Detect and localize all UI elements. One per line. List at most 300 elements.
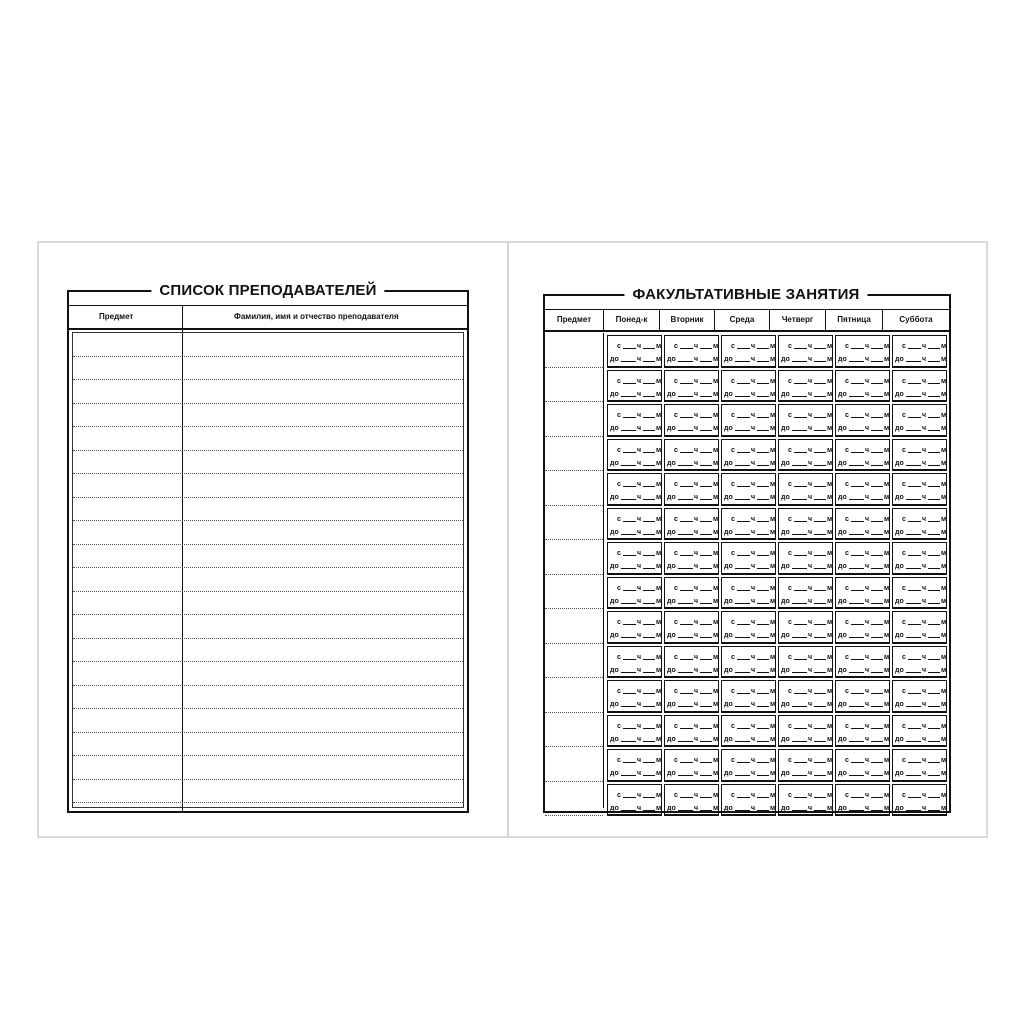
teacher-row	[73, 451, 463, 475]
teacher-row	[73, 756, 463, 780]
from-label: с	[617, 377, 621, 385]
hour-blank	[621, 810, 636, 811]
hour-blank	[623, 590, 636, 591]
hours-label: ч	[637, 515, 642, 523]
minute-blank	[700, 568, 712, 569]
time-slot	[607, 646, 662, 679]
hour-blank	[737, 693, 750, 694]
hour-blank	[735, 706, 750, 707]
minute-blank	[871, 486, 883, 487]
hour-blank	[794, 762, 807, 763]
hour-blank	[906, 637, 921, 638]
time-slot	[778, 439, 833, 472]
minute-blank	[871, 810, 883, 811]
time-slot	[607, 370, 662, 403]
day-column	[721, 335, 776, 818]
hour-blank	[792, 361, 807, 362]
hour-blank	[621, 637, 636, 638]
minutes-label: м	[884, 377, 890, 385]
minutes-label: м	[827, 735, 833, 743]
teacher-row	[73, 615, 463, 639]
minute-blank	[700, 624, 712, 625]
minute-blank	[814, 672, 826, 673]
hours-label: ч	[751, 735, 756, 743]
minute-blank	[643, 810, 655, 811]
hour-blank	[794, 624, 807, 625]
subject-cell	[545, 713, 603, 748]
hours-label: ч	[922, 459, 927, 467]
minutes-label: м	[713, 757, 719, 764]
minutes-label: м	[656, 619, 662, 626]
minute-blank	[928, 465, 940, 466]
hour-blank	[621, 499, 636, 500]
minutes-label: м	[656, 494, 662, 501]
minutes-label: м	[770, 459, 776, 467]
minutes-label: м	[770, 688, 776, 695]
hour-blank	[906, 810, 921, 811]
hour-blank	[906, 603, 921, 604]
time-slot	[835, 542, 890, 575]
hour-blank	[794, 659, 807, 660]
to-label: до	[724, 390, 733, 398]
minute-blank	[757, 775, 769, 776]
minutes-label: м	[713, 597, 719, 605]
hour-blank	[851, 728, 864, 729]
hour-blank	[849, 706, 864, 707]
hour-blank	[794, 486, 807, 487]
hour-blank	[906, 499, 921, 500]
from-label: с	[845, 619, 849, 626]
hour-blank	[737, 417, 750, 418]
minutes-label: м	[770, 804, 776, 812]
subject-cell	[545, 609, 603, 644]
hours-label: ч	[865, 412, 870, 419]
minutes-label: м	[770, 550, 776, 557]
hour-blank	[623, 348, 636, 349]
time-slot	[664, 577, 719, 610]
minute-blank	[643, 603, 655, 604]
day-column	[778, 335, 833, 818]
minutes-label: м	[713, 735, 719, 743]
hours-label: ч	[922, 804, 927, 812]
hours-label: ч	[637, 770, 642, 777]
minutes-label: м	[884, 701, 890, 708]
hours-label: ч	[751, 412, 756, 419]
hour-blank	[623, 521, 636, 522]
minute-blank	[814, 728, 826, 729]
minute-blank	[643, 555, 655, 556]
hour-blank	[792, 810, 807, 811]
hour-blank	[794, 452, 807, 453]
day-column-header: Понед-к	[604, 310, 660, 330]
from-label: с	[845, 481, 849, 488]
minute-blank	[757, 810, 769, 811]
hours-label: ч	[751, 515, 756, 523]
from-label: с	[788, 515, 792, 523]
minute-blank	[643, 659, 655, 660]
minute-blank	[643, 797, 655, 798]
time-slot	[607, 508, 662, 541]
to-label: до	[895, 528, 904, 536]
hours-label: ч	[808, 701, 813, 708]
hour-blank	[849, 637, 864, 638]
minute-blank	[757, 348, 769, 349]
hours-label: ч	[694, 481, 699, 488]
hour-blank	[680, 417, 693, 418]
time-slot	[892, 784, 947, 817]
from-label: с	[788, 446, 792, 454]
to-label: до	[781, 770, 790, 777]
teacher-row	[73, 780, 463, 804]
to-label: до	[610, 597, 619, 605]
hour-blank	[851, 693, 864, 694]
time-slot	[664, 646, 719, 679]
to-label: до	[838, 528, 847, 536]
hours-label: ч	[694, 791, 699, 799]
from-label: с	[788, 619, 792, 626]
time-slot	[721, 611, 776, 644]
minute-blank	[643, 348, 655, 349]
minute-blank	[814, 797, 826, 798]
minutes-label: м	[941, 701, 947, 708]
from-label: с	[617, 550, 621, 557]
hour-blank	[851, 590, 864, 591]
schedule-grid	[604, 333, 949, 812]
minute-blank	[814, 568, 826, 569]
to-label: до	[667, 528, 676, 536]
to-label: до	[781, 459, 790, 467]
time-slot	[892, 715, 947, 748]
hours-label: ч	[922, 528, 927, 536]
to-label: до	[610, 770, 619, 777]
time-slot	[664, 611, 719, 644]
minute-blank	[643, 568, 655, 569]
minute-blank	[757, 521, 769, 522]
hours-label: ч	[808, 597, 813, 605]
hours-label: ч	[808, 356, 813, 363]
minute-blank	[700, 659, 712, 660]
hours-label: ч	[922, 343, 927, 350]
minutes-label: м	[941, 653, 947, 661]
minute-blank	[928, 728, 940, 729]
hours-label: ч	[865, 528, 870, 536]
hours-label: ч	[808, 481, 813, 488]
hours-label: ч	[694, 584, 699, 592]
minutes-label: м	[770, 343, 776, 350]
minutes-label: м	[713, 770, 719, 777]
from-label: с	[845, 343, 849, 350]
to-label: до	[838, 666, 847, 674]
minute-blank	[814, 603, 826, 604]
to-label: до	[781, 425, 790, 432]
from-label: с	[788, 757, 792, 764]
subject-cell	[545, 644, 603, 679]
hour-blank	[851, 383, 864, 384]
to-label: до	[781, 666, 790, 674]
hour-blank	[737, 624, 750, 625]
minute-blank	[643, 361, 655, 362]
hours-label: ч	[808, 390, 813, 398]
hours-label: ч	[694, 722, 699, 730]
hours-label: ч	[637, 653, 642, 661]
minutes-label: м	[884, 515, 890, 523]
to-label: до	[838, 770, 847, 777]
hours-label: ч	[637, 343, 642, 350]
minutes-label: м	[770, 632, 776, 639]
time-slot	[664, 784, 719, 817]
subject-cell	[545, 782, 603, 817]
minute-blank	[928, 775, 940, 776]
time-slot	[892, 335, 947, 368]
to-label: до	[667, 563, 676, 570]
minutes-label: м	[713, 632, 719, 639]
from-label: с	[731, 515, 735, 523]
minutes-label: м	[941, 425, 947, 432]
to-label: до	[667, 632, 676, 639]
to-label: до	[895, 356, 904, 363]
minute-blank	[757, 590, 769, 591]
minutes-label: м	[827, 722, 833, 730]
from-label: с	[902, 550, 906, 557]
minute-blank	[643, 590, 655, 591]
hours-label: ч	[637, 701, 642, 708]
minute-blank	[757, 430, 769, 431]
minute-blank	[700, 728, 712, 729]
to-label: до	[667, 390, 676, 398]
hour-blank	[621, 775, 636, 776]
hours-label: ч	[637, 494, 642, 501]
from-label: с	[674, 653, 678, 661]
hour-blank	[792, 396, 807, 397]
to-label: до	[724, 528, 733, 536]
minute-blank	[814, 499, 826, 500]
hours-label: ч	[751, 390, 756, 398]
teachers-page-title: СПИСОК ПРЕПОДАВАТЕЛЕЙ	[151, 282, 384, 299]
minute-blank	[814, 810, 826, 811]
time-slot	[892, 473, 947, 506]
hour-blank	[849, 499, 864, 500]
hours-label: ч	[694, 377, 699, 385]
minute-blank	[700, 762, 712, 763]
time-slot	[664, 542, 719, 575]
minute-blank	[643, 672, 655, 673]
minutes-label: м	[713, 653, 719, 661]
minute-blank	[814, 465, 826, 466]
hour-blank	[680, 555, 693, 556]
from-label: с	[845, 653, 849, 661]
minute-blank	[814, 741, 826, 742]
time-slot	[778, 473, 833, 506]
hour-blank	[908, 659, 921, 660]
hours-label: ч	[808, 515, 813, 523]
to-label: до	[667, 597, 676, 605]
time-slot	[835, 784, 890, 817]
to-label: до	[610, 701, 619, 708]
minutes-label: м	[941, 757, 947, 764]
minutes-label: м	[770, 653, 776, 661]
hour-blank	[623, 624, 636, 625]
to-label: до	[667, 666, 676, 674]
to-label: до	[838, 563, 847, 570]
hours-label: ч	[637, 666, 642, 674]
subject-column	[545, 333, 604, 808]
teacher-row	[73, 568, 463, 592]
minutes-label: м	[884, 584, 890, 592]
hours-label: ч	[751, 653, 756, 661]
hours-label: ч	[865, 515, 870, 523]
minutes-label: м	[827, 481, 833, 488]
hours-label: ч	[694, 653, 699, 661]
time-slot	[835, 611, 890, 644]
time-slot	[778, 508, 833, 541]
minutes-label: м	[656, 356, 662, 363]
minute-blank	[700, 361, 712, 362]
teachers-rows	[73, 333, 463, 807]
minute-blank	[700, 741, 712, 742]
minutes-label: м	[884, 481, 890, 488]
hours-label: ч	[637, 804, 642, 812]
minutes-label: м	[884, 688, 890, 695]
minute-blank	[700, 499, 712, 500]
minutes-label: м	[827, 770, 833, 777]
minute-blank	[928, 555, 940, 556]
from-label: с	[731, 377, 735, 385]
hour-blank	[735, 810, 750, 811]
to-label: до	[781, 494, 790, 501]
minute-blank	[928, 762, 940, 763]
from-label: с	[674, 446, 678, 454]
time-slot	[892, 680, 947, 713]
hour-blank	[678, 637, 693, 638]
hour-blank	[792, 430, 807, 431]
hours-label: ч	[694, 446, 699, 454]
hours-label: ч	[922, 688, 927, 695]
minutes-label: м	[770, 377, 776, 385]
from-label: с	[731, 688, 735, 695]
minute-blank	[814, 452, 826, 453]
to-label: до	[781, 632, 790, 639]
minutes-label: м	[827, 528, 833, 536]
to-label: до	[667, 701, 676, 708]
from-label: с	[674, 377, 678, 385]
hours-label: ч	[865, 459, 870, 467]
minute-blank	[871, 775, 883, 776]
teacher-row	[73, 709, 463, 733]
minutes-label: м	[770, 791, 776, 799]
hours-label: ч	[751, 459, 756, 467]
minute-blank	[928, 499, 940, 500]
minute-blank	[757, 637, 769, 638]
hours-label: ч	[751, 356, 756, 363]
day-column-header: Пятница	[826, 310, 883, 330]
hours-label: ч	[637, 791, 642, 799]
minutes-label: м	[827, 446, 833, 454]
to-label: до	[724, 563, 733, 570]
minutes-label: м	[770, 528, 776, 536]
time-slot	[607, 439, 662, 472]
hours-label: ч	[751, 770, 756, 777]
minute-blank	[814, 361, 826, 362]
hours-label: ч	[865, 481, 870, 488]
hours-label: ч	[865, 584, 870, 592]
time-slot	[892, 508, 947, 541]
minutes-label: м	[770, 666, 776, 674]
hour-blank	[735, 741, 750, 742]
from-label: с	[731, 481, 735, 488]
minutes-label: м	[713, 446, 719, 454]
hour-blank	[621, 361, 636, 362]
minute-blank	[871, 741, 883, 742]
minute-blank	[814, 762, 826, 763]
hours-label: ч	[637, 446, 642, 454]
hours-label: ч	[694, 688, 699, 695]
from-label: с	[845, 550, 849, 557]
hour-blank	[908, 762, 921, 763]
hour-blank	[735, 499, 750, 500]
minute-blank	[814, 693, 826, 694]
hours-label: ч	[865, 563, 870, 570]
subject-cell	[545, 402, 603, 437]
hours-label: ч	[808, 343, 813, 350]
from-label: с	[902, 619, 906, 626]
time-slot	[721, 404, 776, 437]
hours-label: ч	[922, 770, 927, 777]
to-label: до	[724, 770, 733, 777]
hours-label: ч	[694, 666, 699, 674]
hour-blank	[737, 521, 750, 522]
from-label: с	[674, 584, 678, 592]
minutes-label: м	[713, 459, 719, 467]
hour-blank	[792, 465, 807, 466]
hour-blank	[735, 534, 750, 535]
from-label: с	[902, 722, 906, 730]
to-label: до	[838, 804, 847, 812]
hour-blank	[794, 555, 807, 556]
hour-blank	[621, 465, 636, 466]
hour-blank	[623, 762, 636, 763]
minutes-label: м	[827, 356, 833, 363]
hour-blank	[621, 603, 636, 604]
minute-blank	[928, 706, 940, 707]
hours-label: ч	[694, 619, 699, 626]
minutes-label: м	[656, 481, 662, 488]
hour-blank	[623, 452, 636, 453]
minute-blank	[928, 383, 940, 384]
minutes-label: м	[827, 390, 833, 398]
hour-blank	[851, 452, 864, 453]
hour-blank	[678, 603, 693, 604]
minute-blank	[643, 728, 655, 729]
to-label: до	[781, 804, 790, 812]
minutes-label: м	[941, 528, 947, 536]
from-label: с	[617, 653, 621, 661]
to-label: до	[610, 563, 619, 570]
subject-cell	[545, 506, 603, 541]
to-label: до	[838, 356, 847, 363]
minute-blank	[814, 555, 826, 556]
hour-blank	[908, 624, 921, 625]
minutes-label: м	[713, 722, 719, 730]
hours-label: ч	[865, 688, 870, 695]
to-label: до	[610, 804, 619, 812]
time-slot	[721, 784, 776, 817]
time-slot	[721, 680, 776, 713]
hour-blank	[623, 797, 636, 798]
minutes-label: м	[713, 425, 719, 432]
hour-blank	[794, 693, 807, 694]
to-label: до	[724, 425, 733, 432]
minutes-label: м	[656, 425, 662, 432]
